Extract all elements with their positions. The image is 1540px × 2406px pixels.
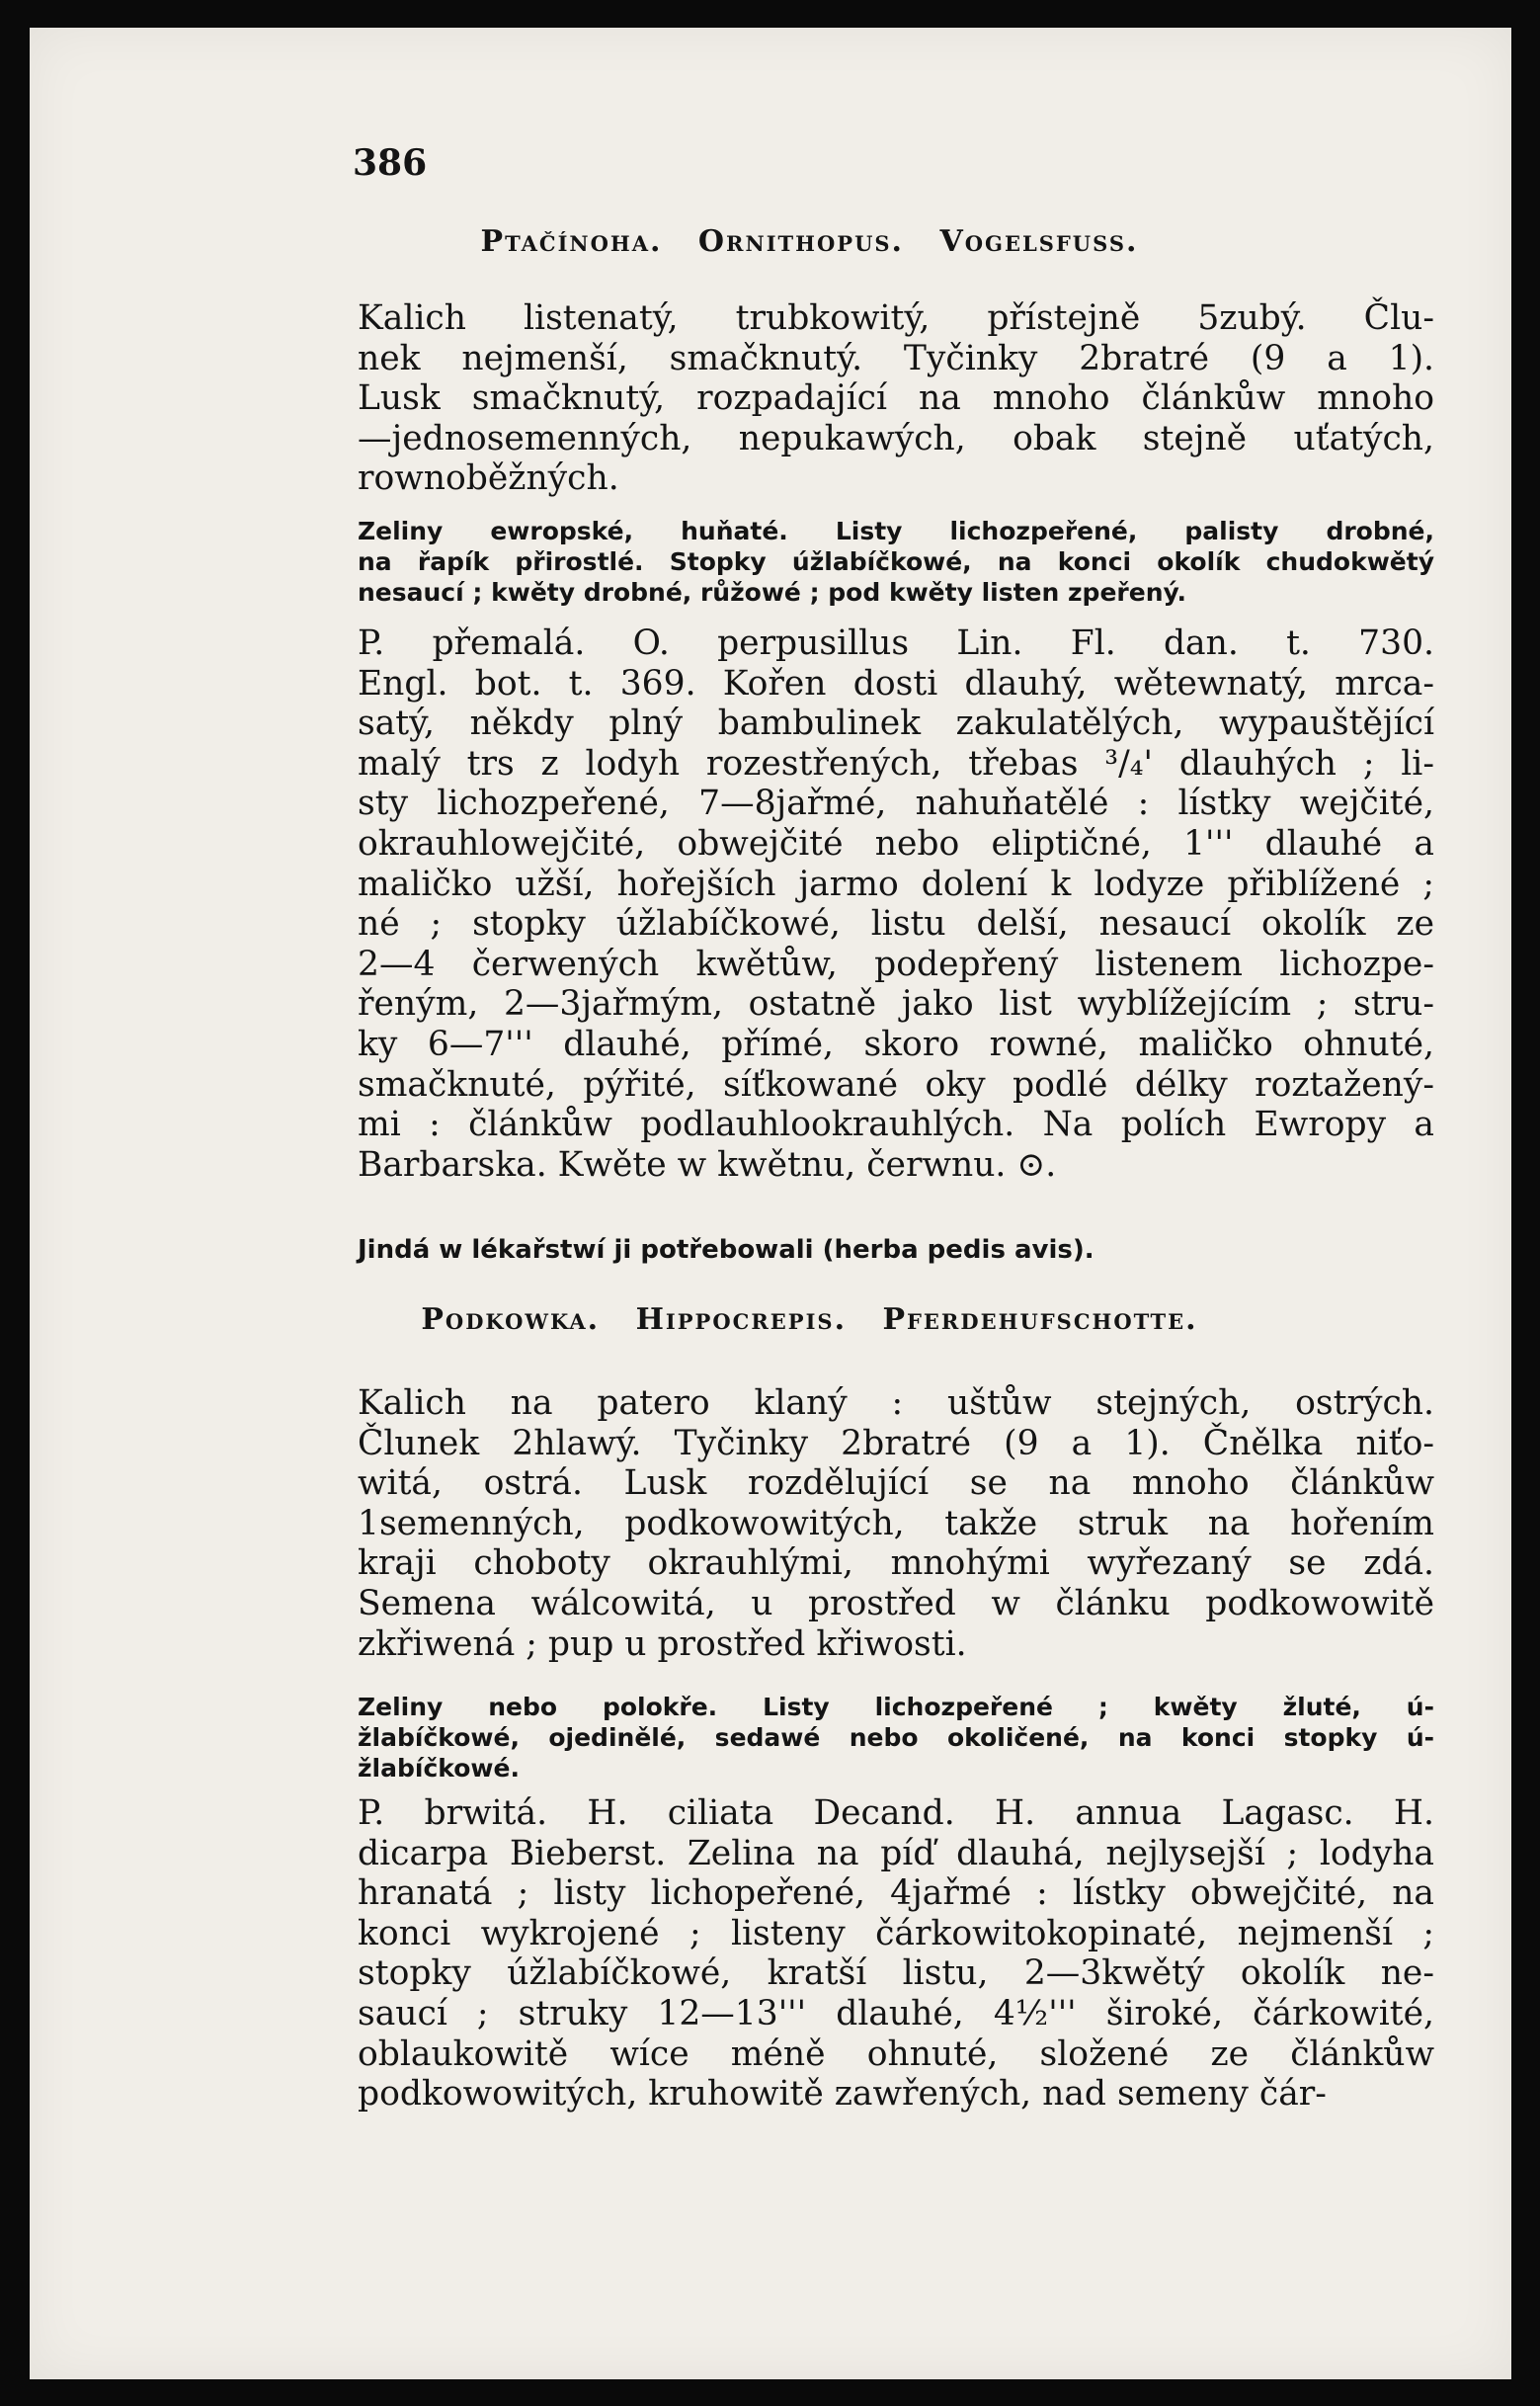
text-line: Barbarska. Kwěte w kwětnu, čerwnu. ⊙. — [358, 1144, 1057, 1185]
text-line: P. přemalá. O. perpusillus Lin. Fl. dan. t. 730. — [358, 623, 1434, 663]
genus-heading-ornithopus: Ptačínoha. Ornithopus. Vogelsfuss. — [480, 224, 1139, 259]
text-line: malý trs z lodyh rozestřených, třebas ³/₄' dlauhých ; li- — [358, 743, 1434, 784]
text-line: nesaucí ; kwěty drobné, růžowé ; pod kwěty listen zpeřený. — [358, 578, 1186, 607]
text-line: maličko užší, hořejších jarmo dolení k lodyze přiblížené ; — [358, 864, 1434, 904]
text-line: 2—4 čerwených kwětůw, podepřený listenem lichozpe- — [358, 944, 1434, 984]
text-line: Kalich na patero klaný : uštůw stejných, ostrých. — [358, 1383, 1434, 1423]
text-line: konci wykrojené ; listeny čárkowitokopinaté, nejmenší ; — [358, 1913, 1434, 1953]
text-line: podkowowitých, kruhowitě zawřených, nad semeny čár- — [358, 2074, 1327, 2115]
text-line: 1semenných, podkowowitých, takže struk na hořením — [358, 1503, 1434, 1543]
text-line: Zeliny nebo polokře. Listy lichozpeřené ; kwěty žluté, ú- — [358, 1693, 1434, 1721]
page-number: 386 — [353, 142, 428, 184]
text-line: —jednosemenných, nepukawých, obak stejně uťatých, — [358, 418, 1434, 458]
species-entry-ornithopus — [358, 623, 1434, 1185]
text-line: Člunek 2hlawý. Tyčinky 2bratré (9 a 1). Čnělka niťo- — [358, 1423, 1434, 1463]
text-line: Semena wálcowitá, u prostřed w článku podkowowitě — [358, 1583, 1434, 1623]
text-line: dicarpa Bieberst. Zelina na píď dlauhá, nejlysejší ; lodyha — [358, 1833, 1434, 1873]
genus-description-hippocrepis — [358, 1383, 1434, 1664]
genus-heading-hippocrepis: Podkowka. Hippocrepis. Pferdehufschotte. — [421, 1302, 1198, 1337]
text-line: né ; stopky úžlabíčkowé, listu delší, nesaucí okolík ze — [358, 904, 1434, 945]
text-line: saucí ; struky 12—13''' dlauhé, 4½''' široké, čárkowité, — [358, 1993, 1434, 2033]
text-line: řeným, 2—3jařmým, ostatně jako list wyblížejícím ; stru- — [358, 984, 1434, 1025]
text-line: okrauhlowejčité, obwejčité nebo eliptičné, 1''' dlauhé a — [358, 823, 1434, 864]
text-line: hranatá ; listy lichopeřené, 4jařmé : lístky obwejčité, na — [358, 1873, 1434, 1914]
text-line: žlabíčkowé. — [358, 1754, 520, 1783]
text-line: witá, ostrá. Lusk rozdělující se na mnoho článkůw — [358, 1463, 1434, 1504]
text-line: kraji choboty okrauhlými, mnohými wyřezaný se zdá. — [358, 1543, 1434, 1584]
text-line: satý, někdy plný bambulinek zakulatělých, wypauštějící — [358, 704, 1434, 744]
text-line: stopky úžlabíčkowé, kratší listu, 2—3kwětý okolík ne- — [358, 1953, 1434, 1994]
genus-description-ornithopus — [358, 298, 1434, 499]
text-line: P. brwitá. H. ciliata Decand. H. annua Lagasc. H. — [358, 1793, 1434, 1833]
species-entry-hippocrepis — [358, 1793, 1434, 2115]
text-line: oblaukowitě wíce méně ohnuté, složené ze článkůw — [358, 2033, 1434, 2074]
text-line: mi : článkůw podlauhlookrauhlých. Na polích Ewropy a — [358, 1105, 1434, 1145]
text-line: rownoběžných. — [358, 458, 619, 499]
text-line: Lusk smačknutý, rozpadající na mnoho článkůw mnoho — [358, 378, 1434, 419]
text-line: Kalich listenatý, trubkowitý, přístejně 5zubý. Člu- — [358, 298, 1434, 338]
text-line: sty lichozpeřené, 7—8jařmé, nahuňatělé : lístky wejčité, — [358, 784, 1434, 824]
genus-notes-ornithopus — [358, 516, 1434, 608]
text-line: smačknuté, pýřité, síťkowané oky podlé délky roztažený- — [358, 1064, 1434, 1105]
text-line: Zeliny ewropské, huňaté. Listy lichozpeřené, palisty drobné, — [358, 517, 1434, 545]
text-line: Jindá w lékařstwí ji potřebowali (herba pedis avis). — [358, 1235, 1094, 1265]
genus-notes-hippocrepis — [358, 1692, 1434, 1784]
text-line: žlabíčkowé, ojedinělé, sedawé nebo okoličené, na konci stopky ú- — [358, 1723, 1434, 1752]
text-line: Engl. bot. t. 369. Kořen dosti dlauhý, wětewnatý, mrca- — [358, 663, 1434, 704]
text-line: na řapík přirostlé. Stopky úžlabíčkowé, na konci okolík chudokwětý — [358, 547, 1434, 576]
medicinal-note — [358, 1235, 1434, 1266]
text-line: ky 6—7''' dlauhé, přímé, skoro rowné, maličko ohnuté, — [358, 1024, 1434, 1064]
text-line: nek nejmenší, smačknutý. Tyčinky 2bratré (9 a 1). — [358, 338, 1434, 378]
text-line: zkřiwená ; pup u prostřed křiwosti. — [358, 1623, 967, 1664]
